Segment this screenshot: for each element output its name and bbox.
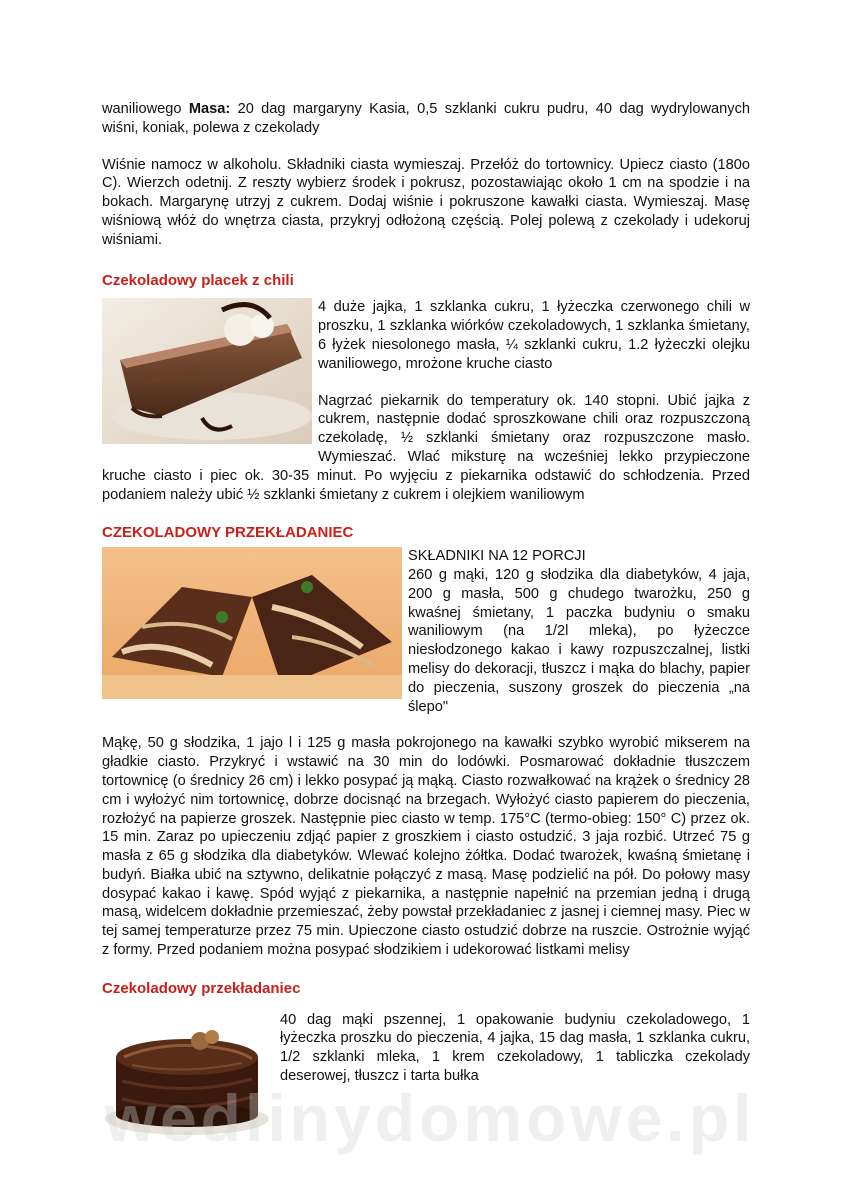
recipe1-instructions: Nagrzać piekarnik do temperatury ok. 140 stopni. Ubić jajka z cukrem, następnie dodać sproszkowane chili oraz rozpuszczoną czekoladę, ½ szklanki śmietany oraz rozpuszczone masło. Wymieszać. Wlać miksturę na wcześniej lekko przypieczone kruche ciasto i piec ok. 30-35 minut. Po wyjęciu z piekarnika odstawić do schłodzenia. Przed podaniem należy ubić ½ szklanki śmietany z cukrem i olejkiem waniliowym [102,392,750,503]
recipe2-instructions: Mąkę, 50 g słodzika, 1 jajo l i 125 g masła pokrojonego na kawałki szybko wyrobić mikserem na gładkie ciasto. Przykryć i wstawić na 30 min do lodówki. Posmarować dokładnie tłuszczem tortownicę (o średnicy 26 cm) i lekko posypać ją mąką. Ciasto rozwałkować na krążek o średnicy 28 cm i wyłożyć nim tortownicę, dobrze docisnąć na brzegach. Wyłożyć ciasto papierem do pieczenia, rozłożyć na papierze groszek. Następnie piec ciasto w temp. 175°C (termo-obieg: 150° C) przez ok. 15 min. Zaraz po upieczeniu zdjąć papier z groszkiem i ciasto ostudzić. 3 jaja rozbić. Utrzeć 75 g masła z 65 g słodzika dla diabetyków. Wlewać kolejno żółtka. Dodać twarożek, kwaśną śmietanę i budyń. Białka ubić na sztywno, delikatnie połączyć z masą. Masę podzielić na pół. Do połowy masy dosypać kakao i kawę. Spód wyjąć z piekarnika, a następnie napełnić na przemian jedną i drugą masą, widelcem dokładnie przemieszać, żeby powstał przekładaniec z jasnej i ciemnej masy. Piec w tej samej temperaturze przez 75 min. Upieczone ciasto ostudzić dobrze na ruszcie. Ostrożnie wyjąć z formy. Przed podaniem można posypać słodzikiem i udekorować listkami melisy [102,735,750,959]
recipe2-portions: SKŁADNIKI NA 12 PORCJI [408,548,586,565]
recipe2-section [102,547,750,716]
recipe1-section [102,298,750,504]
recipe2-ingredients: 260 g mąki, 120 g słodzika dla diabetyków, 4 jaja, 200 g masła, 500 g chudego twarożku, 250 g kwaśnej śmietany, 1 paczka budyniu o smaku waniliowym (na 1/2l mleka), po łyżeczce niesłodzonego kakao i kawy rozpuszczalnej, listki melisy do dekoracji, tłuszcz i mąka do blachy, papier do pieczenia, suszony groszek do pieczenia „na ślepo" [408,566,750,715]
document-page [102,100,750,1141]
masa-label: Masa: [188,101,231,117]
recipe1-title: Czekoladowy placek z chili [102,271,294,289]
recipe3-ingredients: 40 dag mąki pszennej, 1 opakowanie budyniu czekoladowego, 1 łyżeczka proszku do pieczenia, 4 jajka, 15 dag masła, 1 szklanka cukru, 1/2 szklanki mleka, 1 krem czekoladowy, 1 tabliczka czekolady deserowej, tłuszcz i tarta bułka [280,1011,750,1085]
watermark: wedlinydomowe.pl [104,1081,756,1155]
intro-ingredients [102,100,750,138]
intro-text-pre: waniliowego [102,101,189,117]
recipe1-ingredients: 4 duże jajka, 1 szklanka cukru, 1 łyżeczka czerwonego chili w proszku, 1 szklanka wiórków czekoladowych, 1 szklanka śmietany, 6 łyżek niesolonego masła, ¼ szklanki cukru, 1.2 łyżeczki olejku waniliowego, mrożone kruche ciasto [318,299,750,372]
intro-text-post: 20 dag margaryny Kasia, 0,5 szklanki cukru pudru, 40 dag wydrylowanych wiśni, koniak, polewa z czekolady [102,101,750,136]
chocolate-pie-image [102,298,312,444]
recipe3-title: Czekoladowy przekładaniec [102,979,301,997]
layered-cake-image [102,547,402,699]
recipe2-title: CZEKOLADOWY PRZEKŁADANIEC [102,524,354,542]
intro-instructions: Wiśnie namocz w alkoholu. Składniki ciasta wymieszaj. Przełóż do tortownicy. Upiecz ciasto (180o C). Wierzch odetnij. Z reszty wybierz środek i pokrusz, pozostawiając około 1 cm na spodzie i na bokach. Margarynę utrzyj z cukrem. Dodaj wiśnie i pokruszone kawałki ciasta. Wymieszaj. Masę wiśniową włóż do wnętrza ciasta, przykryj odłożoną częścią. Polej polewą z czekolady i udekoruj wiśniami. [102,156,750,248]
